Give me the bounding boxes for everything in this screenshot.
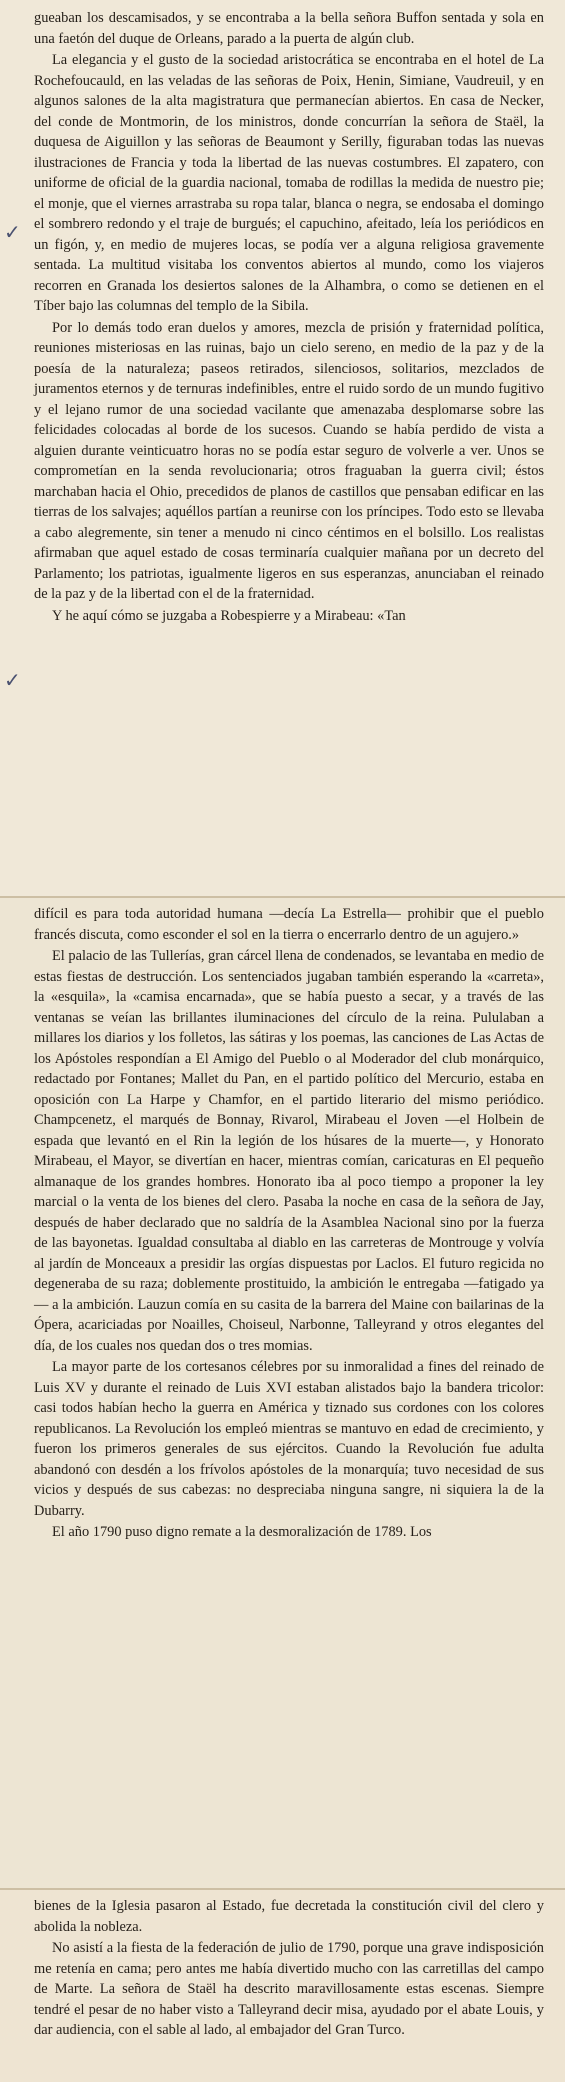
body-text bbox=[34, 8, 544, 626]
paragraph: No asistí a la fiesta de la federación de julio de 1790, porque una grave indisposición me retenía en cama; pero antes me había divertido mucho con las carretillas del campo de Marte. La señora de Staël ha descrito maravillosamente estas escenas. Siempre tendré el pesar de no haber visto a Talleyrand decir misa, ayudado por el abate Louis, y dar audiencia, con el sable al lado, al embajador del Gran Turco. bbox=[34, 1940, 544, 2038]
paragraph: difícil es para toda autoridad humana —decía La Estrella— prohibir que el pueblo francés discuta, como esconder el sol en la tierra o encerrarlo dentro de un agujero.» bbox=[34, 906, 544, 943]
paragraph: El año 1790 puso digno remate a la desmoralización de 1789. Los bbox=[52, 1524, 432, 1540]
page-fragment-middle bbox=[0, 896, 565, 1890]
page-fragment-top bbox=[0, 0, 565, 896]
paragraph: La elegancia y el gusto de la sociedad aristocrática se encontraba en el hotel de La Rochefoucauld, en las veladas de las señoras de Poix, Henin, Simiane, Vaudreuil, y en algunos salones de la alta magistratura que permanecían abiertos. En casa de Necker, del conde de Montmorin, de los ministros, donde concurrían la señora de Staël, la duquesa de Aiguillon y las señoras de Beaumont y Serilly, figuraban todas las nuevas ilustraciones de Francia y toda la libertad de las nuevas costumbres. El zapatero, con uniforme de oficial de la guardia nacional, tomaba de rodillas la medida de nuestro pie; el monje, que el viernes arrastraba su ropa talar, blanca o negra, se endosaba el domingo el sombrero redondo y el traje de burgués; el capuchino, afeitado, leía los periódicos en un figón, y, en medio de mujeres locas, se podía ver a alguna religiosa gravemente sentada. La multitud visitaba los conventos abiertos al mundo, como los viajeros recorren en Granada los desiertos salones de la Alhambra, o como se detienen en el Tíber bajo las columnas del templo de la Sibila. bbox=[34, 52, 544, 314]
margin-mark-pencil: ✓ bbox=[4, 220, 21, 244]
body-text bbox=[34, 1896, 544, 2041]
paragraph: Por lo demás todo eran duelos y amores, mezcla de prisión y fraternidad política, reuniones misteriosas en las ruinas, bajo un cielo sereno, en medio de la paz y de la poesía de la naturaleza; paseos retirados, silenciosos, solitarios, mezclados de juramentos eternos y de ternuras indefinibles, entre el ruido sordo de un mundo fugitivo y el lejano rumor de una sociedad vacilante que amenazaba desplomarse sobre las felicidades colocadas al borde de los sucesos. Cuando se había perdido de vista a alguien durante veinticuatro horas no se podía estar seguro de volverle a ver. Unos se comprometían en la senda revolucionaria; otros fraguaban la guerra civil; éstos marchaban hacia el Ohio, precedidos de planos de castillos que pensaban edificar en las tierras de los salvajes; aquéllos partían a reunirse con los príncipes. Todo esto se llevaba a cabo alegremente, sin tener a menudo ni cinco céntimos en el bolsillo. Los realistas afirmaban que aquel estado de cosas terminaría cualquier mañana por un decreto del Parlamento; los patriotas, igualmente ligeros en sus esperanzas, anunciaban el reinado de la paz y de la libertad con el de la fraternidad. bbox=[34, 319, 544, 602]
margin-mark-pencil: ✓ bbox=[4, 668, 21, 692]
body-text bbox=[34, 904, 544, 1543]
paragraph: Y he aquí cómo se juzgaba a Robespierre y a Mirabeau: «Tan bbox=[52, 607, 406, 624]
paragraph: La mayor parte de los cortesanos célebres por su inmoralidad a fines del reinado de Luis XV y durante el reinado de Luis XVI estaban alistados bajo la bandera tricolor: casi todos habían hecho la guerra en América y tiznado sus cordones con los colores republicanos. La Revolución los empleó mientras se mantuvo en edad de crecimiento, y fueron los primeros generales de sus ejércitos. Cuando la Revolución fue adulta abandonó con desdén a los frívolos apóstoles de la monarquía; tuvo necesidad de sus vicios y después de sus cabezas: no despreciaba ninguna sangre, ni siquiera la de la Dubarry. bbox=[34, 1359, 544, 1519]
paragraph: El palacio de las Tullerías, gran cárcel llena de condenados, se levantaba en medio de estas fiestas de destrucción. Los sentenciados jugaban también esperando la «carreta», la «esquila», la «camisa encarnada», que se había puesto a secar, y a través de las ventanas se veían las brillantes iluminaciones del círculo de la reina. Pululaban a millares los diarios y los folletos, las sátiras y los poemas, las canciones de Las Actas de los Apóstoles respondían a El Amigo del Pueblo o al Moderador del club monárquico, redactado por Fontanes; Mallet du Pan, en el partido político del Mercurio, estaba en oposición con La Harpe y Chamfor, en el partido literario del mismo periódico. Champcenetz, el marqués de Bonnay, Rivarol, Mirabeau el Joven —el Holbein de espada que levantó en el Rin la legión de los húsares de la muerte—, y Honorato Mirabeau, el Mayor, se divertían en hacer, mientras comían, caricaturas en El pequeño almanaque de los grandes hombres. Honorato iba al poco tiempo a proponer la ley marcial o la venta de los bienes del clero. Pasaba la noche en casa de la señora de Jay, después de haber declarado que no saldría de la Asamblea Nacional sino por la fuerza de las bayonetas. Igualdad consultaba al diablo en las carreteras de Montrouge y volvía al jardín de Monceaux a presidir las orgías dispuestas por Laclos. El futuro regicida no degeneraba de su raza; doblemente prostituido, la ambición le entregaba —fatigado ya— a la ambición. Lauzun comía en su casita de la barrera del Maine con bailarinas de la Ópera, acariciadas por Noailles, Choiseul, Narbonne, Talleyrand y otros elegantes del día, de los cuales nos quedan dos o tres momias. bbox=[34, 948, 544, 1354]
page-fragment-bottom bbox=[0, 1888, 565, 2082]
paragraph: gueaban los descamisados, y se encontraba a la bella señora Buffon sentada y sola en una faetón del duque de Orleans, parado a la puerta de algún club. bbox=[34, 10, 544, 47]
paragraph: bienes de la Iglesia pasaron al Estado, fue decretada la constitución civil del clero y abolida la nobleza. bbox=[34, 1898, 544, 1935]
